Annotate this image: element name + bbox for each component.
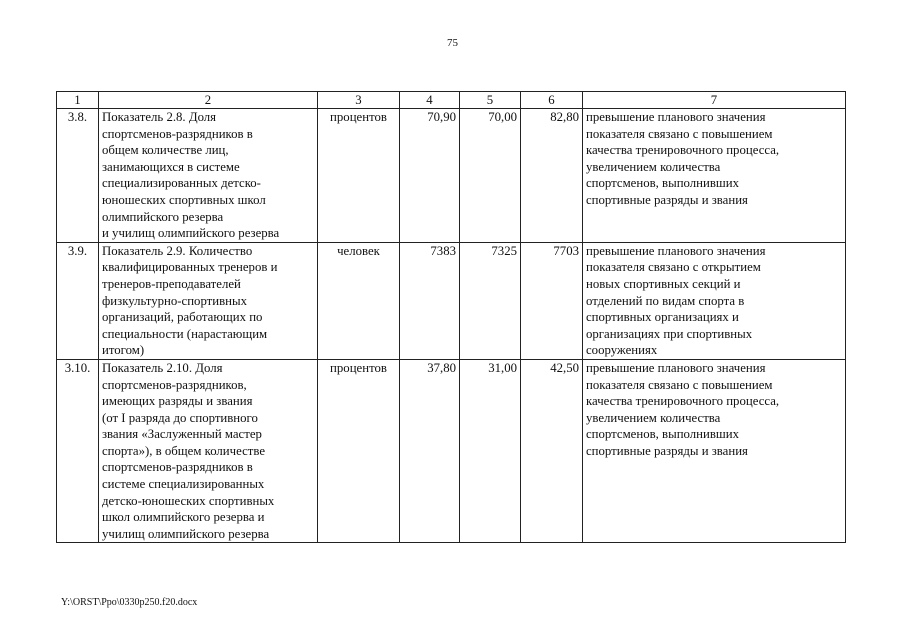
comment-cell — [583, 242, 846, 359]
value-col6: 42,50 — [521, 359, 583, 543]
comment-line: качества тренировочного процесса, — [586, 143, 780, 158]
indicator-cell — [99, 359, 318, 543]
comment-line: спортсменов, выполнивших — [586, 427, 739, 442]
indicator-line: олимпийского резерва — [102, 209, 224, 224]
indicator-line: системе специализированных — [102, 477, 265, 492]
indicator-line: детско-юношеских спортивных — [102, 493, 275, 508]
indicator-cell — [99, 109, 318, 243]
header-cell: 3 — [318, 92, 400, 109]
indicator-line: Показатель 2.8. Доля — [102, 110, 217, 124]
comment-line: сооружениях — [586, 343, 658, 358]
comment-line: спортивные разряды и звания — [586, 192, 748, 207]
comment-line: спортсменов, выполнивших — [586, 176, 739, 191]
indicator-line: Показатель 2.10. Доля — [102, 360, 223, 375]
unit-cell: человек — [318, 242, 400, 359]
comment-line: увеличением количества — [586, 159, 721, 174]
indicator-line: занимающихся в системе — [102, 159, 240, 174]
table-row — [57, 359, 846, 543]
comment-line: превышение планового значения — [586, 243, 766, 258]
indicator-line: специальности (нарастающим — [102, 326, 268, 341]
value-col6: 7703 — [521, 242, 583, 359]
comment-line: качества тренировочного процесса, — [586, 394, 780, 409]
indicator-line: спортсменов-разрядников в — [102, 126, 253, 141]
indicator-line: тренеров-преподавателей — [102, 276, 241, 291]
row-number: 3.10. — [57, 359, 99, 543]
value-col5: 31,00 — [460, 359, 521, 543]
comment-line: новых спортивных секций и — [586, 276, 741, 291]
indicator-line: школ олимпийского резерва и — [102, 510, 265, 525]
header-cell: 2 — [99, 92, 318, 109]
indicator-line: имеющих разряды и звания — [102, 394, 253, 409]
indicator-line: юношеских спортивных школ — [102, 192, 266, 207]
comment-line: показателя связано с повышением — [586, 126, 773, 141]
comment-line: показателя связано с повышением — [586, 377, 773, 392]
indicator-line: спортсменов-разрядников в — [102, 460, 253, 475]
page-number: 75 — [447, 37, 458, 49]
comment-line: показателя связано с открытием — [586, 260, 761, 275]
header-cell: 6 — [521, 92, 583, 109]
indicator-line: звания «Заслуженный мастер — [102, 427, 262, 442]
value-col4: 70,90 — [400, 109, 460, 243]
indicator-line: Показатель 2.9. Количество — [102, 243, 253, 258]
indicators-table — [56, 91, 846, 543]
row-number: 3.9. — [57, 242, 99, 359]
value-col4: 37,80 — [400, 359, 460, 543]
indicator-line: специализированных детско- — [102, 176, 261, 191]
row-number: 3.8. — [57, 109, 99, 243]
header-cell: 5 — [460, 92, 521, 109]
indicator-line: итогом) — [102, 343, 145, 358]
comment-cell — [583, 109, 846, 243]
value-col5: 7325 — [460, 242, 521, 359]
header-row — [57, 92, 846, 109]
table-row — [57, 109, 846, 243]
comment-line: превышение планового значения — [586, 360, 766, 375]
header-cell: 1 — [57, 92, 99, 109]
header-cell: 7 — [583, 92, 846, 109]
unit-cell: процентов — [318, 359, 400, 543]
indicator-line: спорта»), в общем количестве — [102, 443, 266, 458]
indicator-line: спортсменов-разрядников, — [102, 377, 247, 392]
comment-cell — [583, 359, 846, 543]
indicator-line: организаций, работающих по — [102, 310, 263, 325]
comment-line: спортивные разряды и звания — [586, 443, 748, 458]
comment-line: организациях при спортивных — [586, 326, 753, 341]
value-col6: 82,80 — [521, 109, 583, 243]
indicator-line: (от I разряда до спортивного — [102, 410, 258, 425]
indicator-line: физкультурно-спортивных — [102, 293, 248, 308]
indicator-line: училищ олимпийского резерва — [102, 526, 270, 541]
comment-line: увеличением количества — [586, 410, 721, 425]
comment-line: превышение планового значения — [586, 110, 766, 124]
value-col4: 7383 — [400, 242, 460, 359]
comment-line: спортивных организациях и — [586, 310, 739, 325]
header-cell: 4 — [400, 92, 460, 109]
unit-cell: процентов — [318, 109, 400, 243]
indicator-line: квалифицированных тренеров и — [102, 260, 278, 275]
value-col5: 70,00 — [460, 109, 521, 243]
table-row — [57, 242, 846, 359]
file-path-footer: Y:\ORST\Ppo\0330p250.f20.docx — [61, 597, 198, 608]
indicator-line: общем количестве лиц, — [102, 143, 229, 158]
indicator-cell — [99, 242, 318, 359]
comment-line: отделений по видам спорта в — [586, 293, 745, 308]
indicator-line: и училищ олимпийского резерва — [102, 226, 280, 241]
